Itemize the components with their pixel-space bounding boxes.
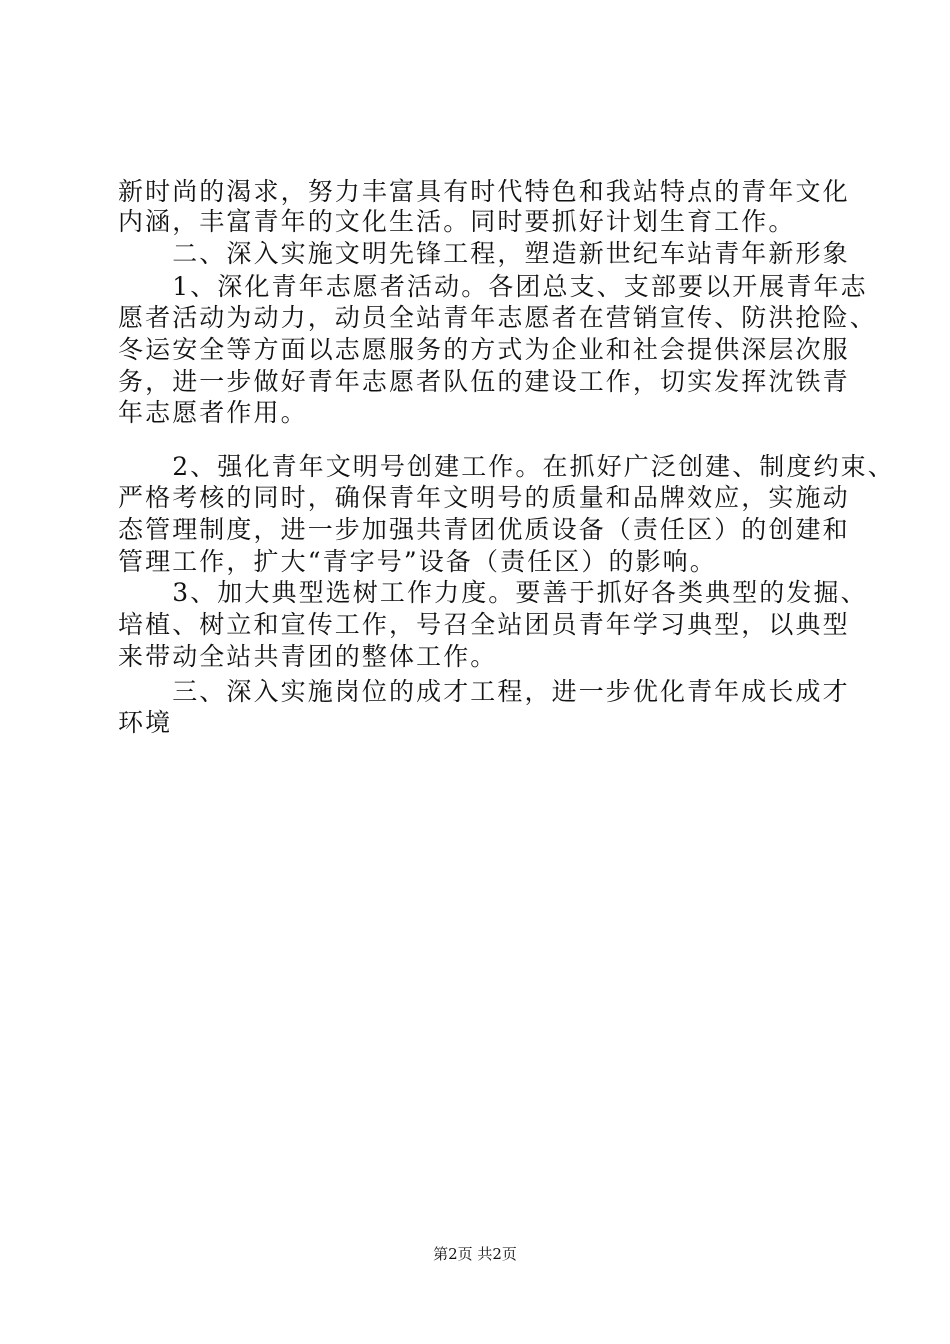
- body-text-line: 年志愿者作用。: [118, 398, 308, 427]
- body-text-line: 2、强化青年文明号创建工作。在抓好广泛创建、制度约束、: [118, 452, 895, 481]
- section-heading-2: 二、深入实施文明先锋工程，塑造新世纪车站青年新形象: [118, 239, 850, 268]
- body-text-line: 内涵，丰富青年的文化生活。同时要抓好计划生育工作。: [118, 207, 796, 236]
- body-text-line: 培植、树立和宣传工作，号召全站团员青年学习典型，以典型: [118, 610, 850, 639]
- body-text-line: 愿者活动为动力，动员全站青年志愿者在营销宣传、防洪抢险、: [118, 303, 877, 332]
- body-text-line: 冬运安全等方面以志愿服务的方式为企业和社会提供深层次服: [118, 335, 850, 364]
- body-text-line: 管理工作，扩大“青字号”设备（责任区）的影响。: [118, 547, 717, 576]
- body-text-line: 严格考核的同时，确保青年文明号的质量和品牌效应，实施动: [118, 483, 850, 512]
- body-text-line: 新时尚的渴求，努力丰富具有时代特色和我站特点的青年文化: [118, 177, 850, 206]
- body-text-line: 1、深化青年志愿者活动。各团总支、支部要以开展青年志: [118, 272, 868, 301]
- body-text-line: 态管理制度，进一步加强共青团优质设备（责任区）的创建和: [118, 515, 850, 544]
- body-text-line: 来带动全站共青团的整体工作。: [118, 642, 498, 671]
- section-heading-3-continued: 环境: [118, 708, 173, 737]
- page-footer: 第2页 共2页: [433, 1245, 517, 1263]
- body-text-line: 务，进一步做好青年志愿者队伍的建设工作，切实发挥沈铁青: [118, 367, 850, 396]
- section-heading-3: 三、深入实施岗位的成才工程，进一步优化青年成长成才: [118, 677, 850, 706]
- body-text-line: 3、加大典型选树工作力度。要善于抓好各类典型的发掘、: [118, 578, 868, 607]
